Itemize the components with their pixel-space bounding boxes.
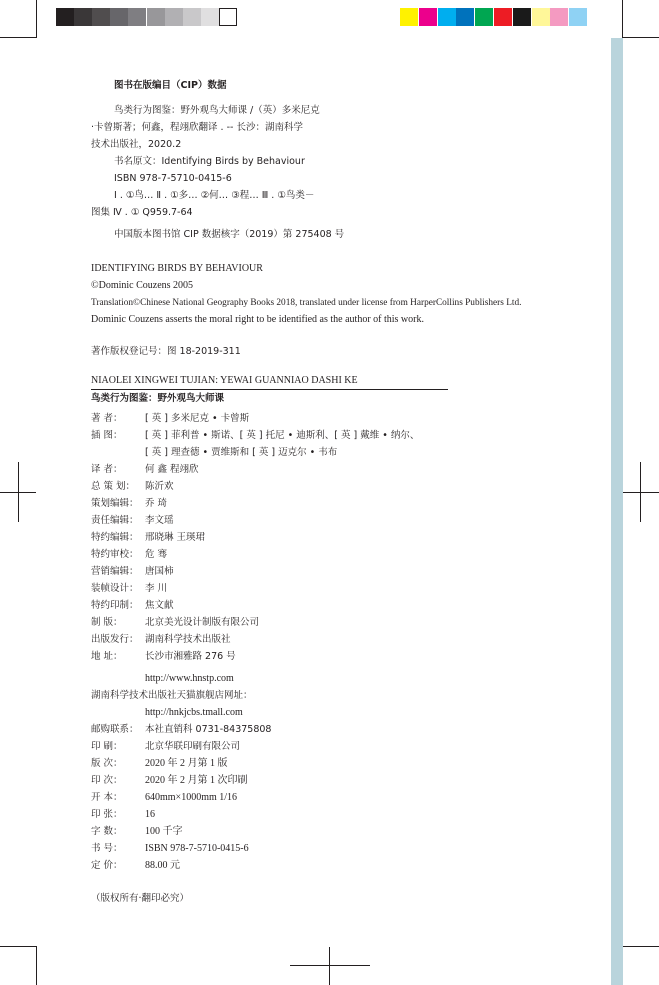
credit-label: 译 者： bbox=[91, 464, 123, 475]
publisher-website: http://www.hnstp.com bbox=[145, 673, 234, 684]
credit-row bbox=[91, 757, 228, 771]
cip-line: Ⅰ . ①鸟… Ⅱ . ①多… ②何… ③程… Ⅲ . ①鸟类－ bbox=[114, 190, 315, 201]
gray-swatch bbox=[110, 8, 128, 26]
credit-row bbox=[91, 446, 337, 460]
credit-row bbox=[91, 463, 199, 477]
color-swatch bbox=[513, 8, 531, 26]
gray-swatch bbox=[128, 8, 146, 26]
color-swatch bbox=[438, 8, 456, 26]
credit-row bbox=[91, 565, 174, 579]
tmall-url: http://hnkjcbs.tmall.com bbox=[145, 707, 243, 718]
credit-row bbox=[91, 740, 240, 754]
book-title: 鸟类行为图鉴：野外观鸟大师课 bbox=[91, 393, 225, 404]
credit-label: 开 本： bbox=[91, 792, 123, 803]
credit-label: 印 张： bbox=[91, 809, 123, 820]
credit-value: 北京华联印刷有限公司 bbox=[145, 741, 241, 752]
credit-value: 湖南科学技术出版社 bbox=[145, 634, 231, 645]
credit-row bbox=[91, 514, 174, 528]
registration-mark bbox=[290, 965, 370, 966]
credit-value: [ 英 ] 多米尼克 • 卡曾斯 bbox=[145, 413, 250, 424]
credit-row bbox=[91, 429, 419, 443]
credit-value: 88.00 元 bbox=[145, 860, 180, 871]
credit-row bbox=[91, 825, 183, 839]
credit-value: 唐国柿 bbox=[145, 566, 174, 577]
credit-row bbox=[91, 548, 167, 562]
registration-mark bbox=[640, 462, 641, 522]
cip-line: 鸟类行为图鉴：野外观鸟大师课 /（英）多米尼克 bbox=[114, 105, 320, 116]
credit-value: ISBN 978-7-5710-0415-6 bbox=[145, 843, 249, 854]
credit-value: 陈沂欢 bbox=[145, 481, 174, 492]
credit-label: 书 号： bbox=[91, 843, 123, 854]
credit-label: 定 价： bbox=[91, 860, 123, 871]
registration-mark bbox=[18, 462, 19, 522]
color-swatch bbox=[475, 8, 493, 26]
credit-value: 本社直销科 0731-84375808 bbox=[145, 724, 272, 735]
cip-line: 技术出版社，2020.2 bbox=[91, 139, 182, 150]
credit-value: 640mm×1000mm 1/16 bbox=[145, 792, 238, 803]
credit-row bbox=[91, 859, 180, 873]
credit-label: 版 次： bbox=[91, 758, 123, 769]
crop-mark bbox=[0, 946, 36, 947]
color-swatch bbox=[494, 8, 512, 26]
divider bbox=[91, 389, 448, 390]
credit-row bbox=[91, 480, 174, 494]
credit-label: 印 刷： bbox=[91, 741, 123, 752]
spine-strip bbox=[611, 38, 623, 985]
credit-row bbox=[91, 842, 249, 856]
credit-value: 焦文献 bbox=[145, 600, 174, 611]
crop-mark bbox=[0, 37, 36, 38]
credit-label: 装帧设计： bbox=[91, 583, 139, 594]
credit-label: 制 版： bbox=[91, 617, 123, 628]
credit-row bbox=[91, 582, 167, 596]
crop-mark bbox=[623, 946, 659, 947]
tmall-label: 湖南科学技术出版社天猫旗舰店网址： bbox=[91, 690, 253, 701]
copyright-notice: （版权所有·翻印必究） bbox=[91, 893, 190, 904]
credit-value: [ 英 ] 理查德 • 贾维斯和 [ 英 ] 迈克尔 • 韦布 bbox=[145, 447, 338, 458]
pinyin-title: NIAOLEI XINGWEI TUJIAN: YEWAI GUANNIAO DASHI KE bbox=[91, 375, 358, 386]
crop-mark bbox=[623, 37, 659, 38]
credit-value: 北京美光设计制版有限公司 bbox=[145, 617, 260, 628]
crop-mark bbox=[36, 0, 37, 38]
color-swatch bbox=[400, 8, 418, 26]
credit-label: 邮购联系： bbox=[91, 724, 139, 735]
credit-value: 16 bbox=[145, 809, 155, 820]
moral-rights: Dominic Couzens asserts the moral right to be identified as the author of this work. bbox=[91, 314, 424, 325]
credit-value: 李文瑶 bbox=[145, 515, 174, 526]
crop-mark bbox=[622, 0, 623, 38]
color-swatch bbox=[550, 8, 568, 26]
credit-value: 危 骞 bbox=[145, 549, 168, 560]
credit-value: 2020 年 2 月第 1 版 bbox=[145, 758, 228, 769]
credit-label: 著 者： bbox=[91, 413, 123, 424]
credit-row bbox=[91, 791, 237, 805]
gray-swatch bbox=[92, 8, 110, 26]
credit-label: 策划编辑： bbox=[91, 498, 139, 509]
credit-row bbox=[91, 599, 174, 613]
credit-label: 责任编辑： bbox=[91, 515, 139, 526]
color-swatch bbox=[456, 8, 474, 26]
credit-row bbox=[91, 412, 249, 426]
cip-heading: 图书在版编目（CIP）数据 bbox=[114, 80, 227, 91]
credit-row bbox=[91, 531, 205, 545]
gray-swatch bbox=[147, 8, 165, 26]
credit-value: 100 千字 bbox=[145, 826, 183, 837]
crop-mark bbox=[36, 946, 37, 985]
cip-line: ·卡曾斯著；何鑫，程翊欣翻译 . -- 长沙：湖南科学 bbox=[91, 122, 303, 133]
color-swatch bbox=[532, 8, 550, 26]
credit-label: 总 策 划： bbox=[91, 481, 136, 492]
gray-swatch bbox=[219, 8, 237, 26]
credit-row bbox=[91, 616, 259, 630]
credit-row bbox=[91, 774, 248, 788]
cip-line: 书名原文：Identifying Birds by Behaviour bbox=[114, 156, 305, 167]
credit-label: 字 数： bbox=[91, 826, 123, 837]
credit-label: 印 次： bbox=[91, 775, 123, 786]
translation-notice: Translation©Chinese National Geography Books 2018, translated under license from HarperCollins Publishers Ltd. bbox=[91, 298, 522, 308]
credit-label: 营销编辑： bbox=[91, 566, 139, 577]
credit-row bbox=[91, 497, 167, 511]
color-swatch bbox=[569, 8, 587, 26]
cip-line: 图集 Ⅳ . ① Q959.7-64 bbox=[91, 207, 193, 218]
original-copyright: ©Dominic Couzens 2005 bbox=[91, 280, 194, 291]
credit-row bbox=[91, 723, 271, 737]
credit-label: 特约编辑： bbox=[91, 532, 139, 543]
credit-row bbox=[91, 808, 155, 822]
credit-label: 特约印制： bbox=[91, 600, 139, 611]
gray-swatch bbox=[201, 8, 219, 26]
gray-swatch bbox=[165, 8, 183, 26]
color-swatch bbox=[419, 8, 437, 26]
credit-value: 2020 年 2 月第 1 次印刷 bbox=[145, 775, 248, 786]
credit-value: [ 英 ] 菲利普 • 斯诺、[ 英 ] 托尼 • 迪斯利、[ 英 ] 戴维 • 纳尔、 bbox=[145, 430, 420, 441]
cip-data-number: 中国版本图书馆 CIP 数据核字（2019）第 275408 号 bbox=[114, 229, 345, 240]
registration-mark bbox=[329, 947, 330, 985]
original-title: IDENTIFYING BIRDS BY BEHAVIOUR bbox=[91, 263, 263, 274]
credit-row bbox=[91, 650, 236, 664]
credit-value: 何 鑫 程翊欣 bbox=[145, 464, 199, 475]
credit-value: 长沙市湘雅路 276 号 bbox=[145, 651, 236, 662]
gray-swatch bbox=[74, 8, 92, 26]
credit-label: 出版发行： bbox=[91, 634, 139, 645]
registration-number: 著作版权登记号：图 18-2019-311 bbox=[91, 346, 241, 357]
gray-swatch bbox=[183, 8, 201, 26]
cip-isbn: ISBN 978-7-5710-0415-6 bbox=[114, 173, 232, 184]
registration-mark bbox=[623, 492, 659, 493]
credit-label: 特约审校： bbox=[91, 549, 139, 560]
credit-label: 地 址： bbox=[91, 651, 123, 662]
credit-value: 邢晓琳 王瑛珺 bbox=[145, 532, 206, 543]
credit-label: 插 图： bbox=[91, 430, 123, 441]
credit-row bbox=[91, 633, 231, 647]
credit-value: 李 川 bbox=[145, 583, 168, 594]
credit-value: 乔 琦 bbox=[145, 498, 168, 509]
gray-swatch bbox=[56, 8, 74, 26]
